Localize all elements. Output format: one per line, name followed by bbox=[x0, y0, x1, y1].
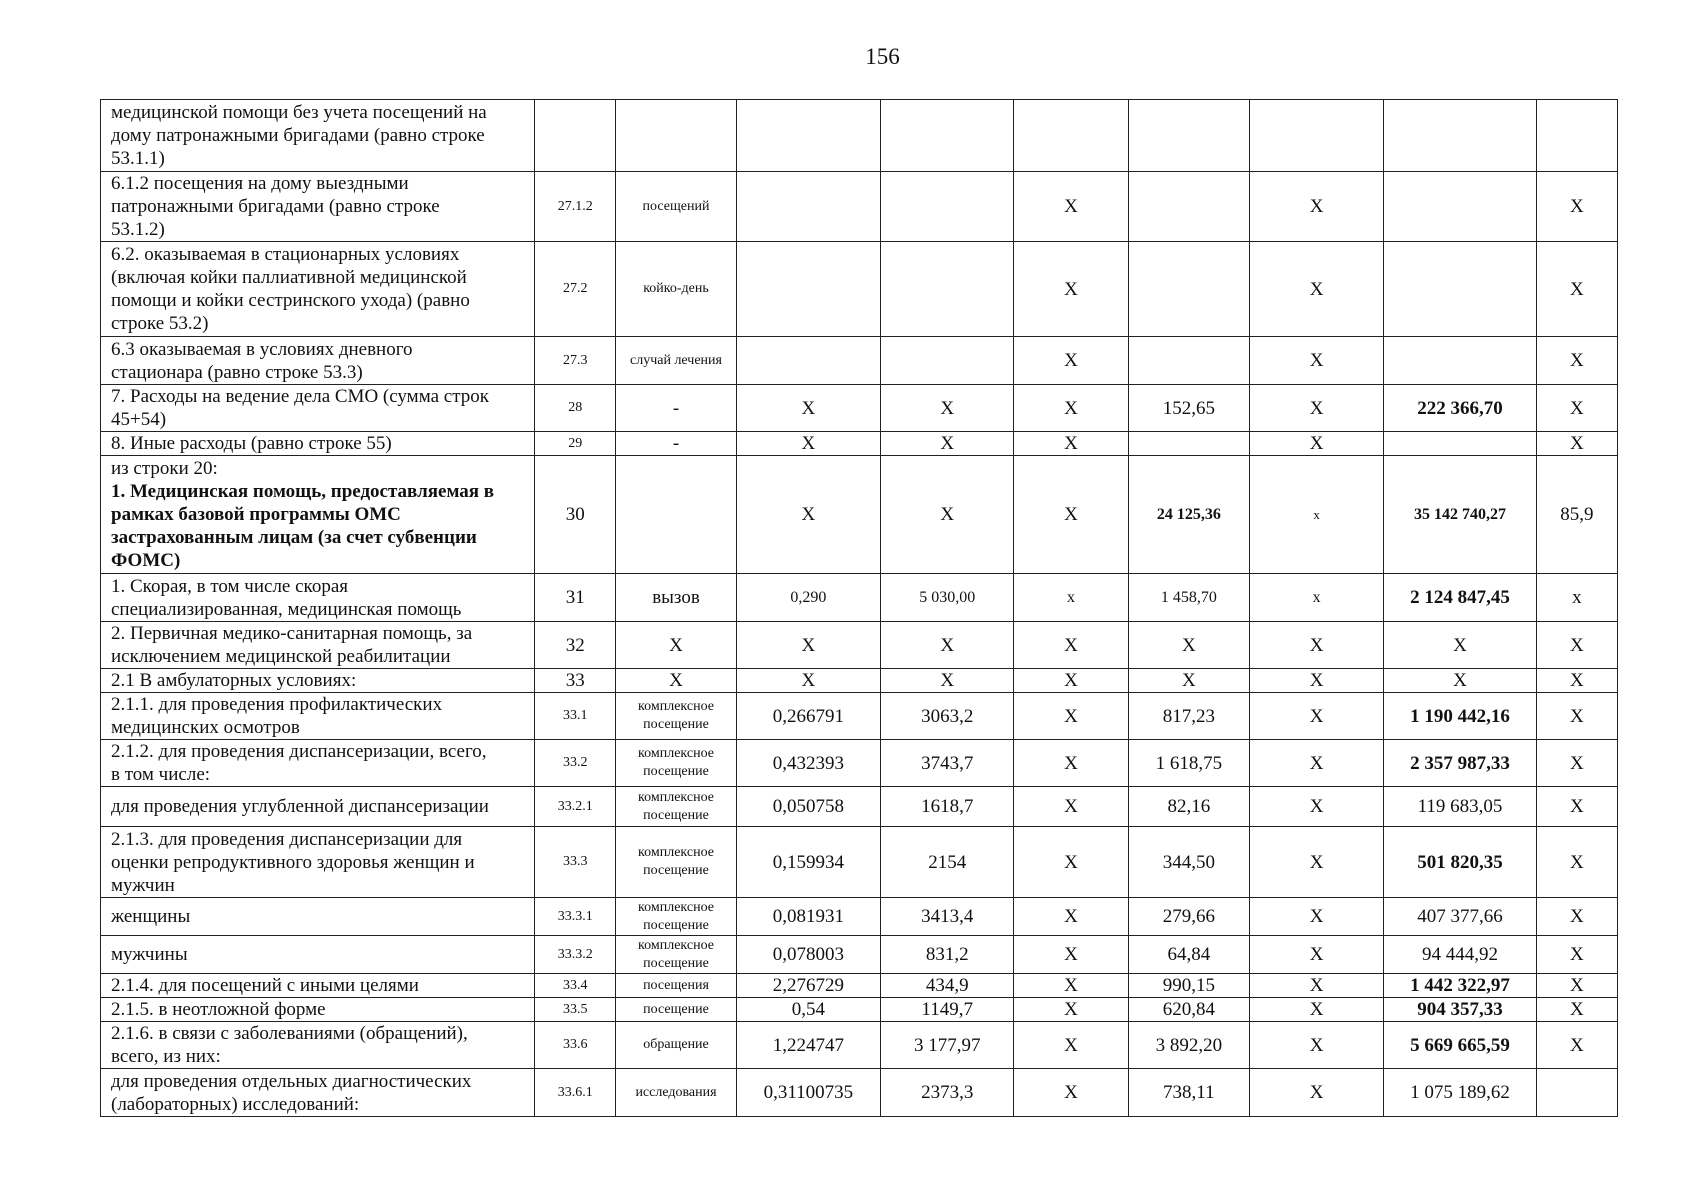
cell-percent: Х bbox=[1536, 432, 1617, 456]
cell-cost-norm: Х bbox=[881, 456, 1014, 574]
cell-total-budget: Х bbox=[1249, 669, 1383, 693]
table-row bbox=[101, 1069, 1618, 1117]
cell-cost-norm: Х bbox=[881, 622, 1014, 669]
cell-unit: посещения bbox=[616, 974, 736, 998]
cell-per-capita-budget: Х bbox=[1014, 693, 1128, 740]
cell-cost-norm: 5 030,00 bbox=[881, 574, 1014, 622]
cell-percent: Х bbox=[1536, 998, 1617, 1022]
row-name bbox=[101, 787, 535, 827]
table-row bbox=[101, 998, 1618, 1022]
cell-per-capita-oms: 64,84 bbox=[1128, 936, 1249, 974]
cell-percent: Х bbox=[1536, 936, 1617, 974]
cell-total-budget: Х bbox=[1249, 242, 1383, 337]
cell-unit bbox=[616, 100, 736, 172]
cell-per-capita-oms: 82,16 bbox=[1128, 787, 1249, 827]
cell-unit: комплексное посещение bbox=[616, 740, 736, 787]
cell-per-capita-oms: 817,23 bbox=[1128, 693, 1249, 740]
table-row bbox=[101, 669, 1618, 693]
cell-total-oms: 2 357 987,33 bbox=[1384, 740, 1536, 787]
cell-percent: Х bbox=[1536, 974, 1617, 998]
row-name-line: 6.2. оказываемая в стационарных условиях bbox=[111, 244, 460, 265]
cell-unit: - bbox=[616, 385, 736, 432]
row-name-line: строке 53.2) bbox=[111, 313, 209, 334]
cell-per-capita-budget: Х bbox=[1014, 787, 1128, 827]
cell-unit: комплексное посещение bbox=[616, 787, 736, 827]
cell-unit: исследования bbox=[616, 1069, 736, 1117]
row-name bbox=[101, 456, 535, 574]
cell-total-budget: Х bbox=[1249, 432, 1383, 456]
row-name bbox=[101, 1069, 535, 1117]
cell-row-code: 28 bbox=[535, 385, 616, 432]
row-name-line: 8. Иные расходы (равно строке 55) bbox=[111, 433, 392, 454]
cell-unit: комплексное посещение bbox=[616, 693, 736, 740]
cell-per-capita-oms bbox=[1128, 172, 1249, 242]
row-name-line: 2.1 В амбулаторных условиях: bbox=[111, 670, 357, 691]
cell-volume-norm: 0,290 bbox=[736, 574, 880, 622]
row-name-line: мужчин bbox=[111, 874, 175, 896]
cell-unit: посещение bbox=[616, 998, 736, 1022]
cell-per-capita-oms bbox=[1128, 242, 1249, 337]
row-name-line: 6.1.2 посещения на дому выездными bbox=[111, 173, 409, 194]
table-row bbox=[101, 974, 1618, 998]
cell-per-capita-budget: Х bbox=[1014, 1022, 1128, 1069]
row-name bbox=[101, 432, 535, 456]
cell-unit: комплексное посещение bbox=[616, 936, 736, 974]
cell-cost-norm bbox=[881, 100, 1014, 172]
cell-per-capita-oms bbox=[1128, 100, 1249, 172]
table-row bbox=[101, 385, 1618, 432]
data-table bbox=[100, 99, 1618, 1117]
row-name-line: медицинских осмотров bbox=[111, 717, 300, 738]
cell-total-budget: Х bbox=[1249, 936, 1383, 974]
cell-total-oms: 5 669 665,59 bbox=[1384, 1022, 1536, 1069]
cell-per-capita-budget: Х bbox=[1014, 337, 1128, 385]
cell-total-budget: Х bbox=[1249, 898, 1383, 936]
cell-row-code: 27.2 bbox=[535, 242, 616, 337]
cell-total-oms: Х bbox=[1384, 622, 1536, 669]
cell-per-capita-budget: Х bbox=[1014, 936, 1128, 974]
row-name bbox=[101, 242, 535, 337]
cell-volume-norm: Х bbox=[736, 385, 880, 432]
cell-total-budget: Х bbox=[1249, 998, 1383, 1022]
cell-total-budget: Х bbox=[1249, 622, 1383, 669]
cell-per-capita-oms: 279,66 bbox=[1128, 898, 1249, 936]
row-name-line: оценки репродуктивного здоровья женщин и bbox=[111, 851, 475, 873]
cell-per-capita-oms: 738,11 bbox=[1128, 1069, 1249, 1117]
cell-percent: Х bbox=[1536, 337, 1617, 385]
cell-total-budget: Х bbox=[1249, 337, 1383, 385]
cell-percent: Х bbox=[1536, 693, 1617, 740]
cell-per-capita-oms: 24 125,36 bbox=[1128, 456, 1249, 574]
cell-row-code: 31 bbox=[535, 574, 616, 622]
cell-cost-norm bbox=[881, 242, 1014, 337]
cell-cost-norm: Х bbox=[881, 432, 1014, 456]
cell-row-code: 30 bbox=[535, 456, 616, 574]
row-name-line: патронажными бригадами (равно строке bbox=[111, 196, 440, 217]
row-name-line: (включая койки паллиативной медицинской bbox=[111, 267, 467, 288]
cell-per-capita-budget: Х bbox=[1014, 622, 1128, 669]
cell-cost-norm: Х bbox=[881, 385, 1014, 432]
table-row bbox=[101, 574, 1618, 622]
cell-volume-norm: 0,078003 bbox=[736, 936, 880, 974]
cell-unit bbox=[616, 456, 736, 574]
row-name-line: 2.1.4. для посещений с иными целями bbox=[111, 975, 419, 996]
cell-volume-norm: 0,31100735 bbox=[736, 1069, 880, 1117]
cell-per-capita-oms: Х bbox=[1128, 669, 1249, 693]
cell-volume-norm bbox=[736, 172, 880, 242]
cell-cost-norm: 3063,2 bbox=[881, 693, 1014, 740]
cell-cost-norm: Х bbox=[881, 669, 1014, 693]
cell-per-capita-budget: Х bbox=[1014, 456, 1128, 574]
row-name-line: 53.1.1) bbox=[111, 148, 165, 169]
cell-row-code: 33.3.2 bbox=[535, 936, 616, 974]
row-name-line: из строки 20: bbox=[111, 458, 218, 479]
cell-row-code: 33.3 bbox=[535, 827, 616, 898]
cell-volume-norm: Х bbox=[736, 432, 880, 456]
cell-percent: Х bbox=[1536, 242, 1617, 337]
row-name-line: помощи и койки сестринского ухода) (равно bbox=[111, 290, 470, 311]
table-row bbox=[101, 242, 1618, 337]
cell-volume-norm: 0,159934 bbox=[736, 827, 880, 898]
row-name bbox=[101, 740, 535, 787]
cell-unit: посещений bbox=[616, 172, 736, 242]
cell-total-oms: 1 190 442,16 bbox=[1384, 693, 1536, 740]
row-name bbox=[101, 827, 535, 898]
cell-per-capita-oms: 990,15 bbox=[1128, 974, 1249, 998]
table-row bbox=[101, 787, 1618, 827]
cell-total-budget: Х bbox=[1249, 385, 1383, 432]
cell-total-oms: Х bbox=[1384, 669, 1536, 693]
cell-total-oms: 94 444,92 bbox=[1384, 936, 1536, 974]
cell-total-oms bbox=[1384, 100, 1536, 172]
cell-percent: Х bbox=[1536, 669, 1617, 693]
table-row bbox=[101, 172, 1618, 242]
cell-cost-norm: 3743,7 bbox=[881, 740, 1014, 787]
cell-row-code: 33.6 bbox=[535, 1022, 616, 1069]
cell-total-budget: Х bbox=[1249, 974, 1383, 998]
table-row bbox=[101, 100, 1618, 172]
row-name-line: всего, из них: bbox=[111, 1046, 221, 1067]
row-name bbox=[101, 693, 535, 740]
cell-total-oms bbox=[1384, 337, 1536, 385]
cell-row-code: 32 bbox=[535, 622, 616, 669]
row-name-line: мужчины bbox=[111, 944, 188, 965]
row-name-line: исключением медицинской реабилитации bbox=[111, 646, 451, 667]
cell-total-oms: 407 377,66 bbox=[1384, 898, 1536, 936]
cell-total-budget: х bbox=[1249, 574, 1383, 622]
cell-per-capita-oms: 344,50 bbox=[1128, 827, 1249, 898]
row-name bbox=[101, 974, 535, 998]
cell-total-oms: 501 820,35 bbox=[1384, 827, 1536, 898]
cell-volume-norm bbox=[736, 242, 880, 337]
cell-unit: обращение bbox=[616, 1022, 736, 1069]
row-name-line: 53.1.2) bbox=[111, 219, 165, 240]
cell-row-code: 33.5 bbox=[535, 998, 616, 1022]
cell-per-capita-budget: Х bbox=[1014, 1069, 1128, 1117]
cell-cost-norm: 2154 bbox=[881, 827, 1014, 898]
cell-percent: Х bbox=[1536, 827, 1617, 898]
table-body bbox=[101, 100, 1618, 1117]
cell-unit: койко-день bbox=[616, 242, 736, 337]
row-name-line: 2.1.3. для проведения диспансеризации для bbox=[111, 828, 463, 850]
cell-per-capita-budget: Х bbox=[1014, 385, 1128, 432]
row-name-line: медицинской помощи без учета посещений на bbox=[111, 102, 487, 123]
table-row bbox=[101, 622, 1618, 669]
cell-total-oms: 2 124 847,45 bbox=[1384, 574, 1536, 622]
cell-total-budget: Х bbox=[1249, 1022, 1383, 1069]
table-row bbox=[101, 337, 1618, 385]
cell-cost-norm: 3 177,97 bbox=[881, 1022, 1014, 1069]
page-number: 156 bbox=[865, 44, 900, 69]
cell-volume-norm bbox=[736, 100, 880, 172]
cell-per-capita-oms: 1 618,75 bbox=[1128, 740, 1249, 787]
row-name bbox=[101, 622, 535, 669]
row-name bbox=[101, 898, 535, 936]
cell-total-oms: 1 075 189,62 bbox=[1384, 1069, 1536, 1117]
cell-total-budget: Х bbox=[1249, 1069, 1383, 1117]
table-row bbox=[101, 936, 1618, 974]
cell-per-capita-oms: 3 892,20 bbox=[1128, 1022, 1249, 1069]
cell-total-oms: 35 142 740,27 bbox=[1384, 456, 1536, 574]
row-name-line: 6.3 оказываемая в условиях дневного bbox=[111, 338, 413, 360]
cell-volume-norm: Х bbox=[736, 456, 880, 574]
row-name-line: 7. Расходы на ведение дела СМО (сумма строк bbox=[111, 386, 489, 407]
table-row bbox=[101, 898, 1618, 936]
row-name-line: 2. Первичная медико-санитарная помощь, за bbox=[111, 623, 473, 644]
cell-per-capita-budget: Х bbox=[1014, 974, 1128, 998]
row-name-line: дому патронажными бригадами (равно строке bbox=[111, 125, 485, 146]
cell-percent: Х bbox=[1536, 1022, 1617, 1069]
cell-cost-norm: 1149,7 bbox=[881, 998, 1014, 1022]
cell-cost-norm: 2373,3 bbox=[881, 1069, 1014, 1117]
cell-per-capita-oms: 1 458,70 bbox=[1128, 574, 1249, 622]
cell-percent bbox=[1536, 100, 1617, 172]
cell-row-code: 33.2 bbox=[535, 740, 616, 787]
cell-percent: Х bbox=[1536, 385, 1617, 432]
cell-unit: комплексное посещение bbox=[616, 827, 736, 898]
table-row bbox=[101, 693, 1618, 740]
cell-volume-norm bbox=[736, 337, 880, 385]
row-name-bold-line: ФОМС) bbox=[111, 550, 181, 571]
cell-percent: х bbox=[1536, 574, 1617, 622]
cell-unit: комплексное посещение bbox=[616, 898, 736, 936]
row-name bbox=[101, 385, 535, 432]
cell-per-capita-budget: Х bbox=[1014, 740, 1128, 787]
cell-total-oms: 904 357,33 bbox=[1384, 998, 1536, 1022]
cell-total-budget: Х bbox=[1249, 693, 1383, 740]
cell-per-capita-budget: х bbox=[1014, 574, 1128, 622]
row-name-line: (лабораторных) исследований: bbox=[111, 1093, 360, 1115]
row-name bbox=[101, 172, 535, 242]
row-name bbox=[101, 1022, 535, 1069]
cell-volume-norm: 1,224747 bbox=[736, 1022, 880, 1069]
cell-per-capita-oms: Х bbox=[1128, 622, 1249, 669]
cell-volume-norm: 0,432393 bbox=[736, 740, 880, 787]
cell-per-capita-budget bbox=[1014, 100, 1128, 172]
row-name-line: 2.1.6. в связи с заболеваниями (обращений), bbox=[111, 1023, 468, 1044]
row-name-line: 45+54) bbox=[111, 409, 167, 430]
table-row bbox=[101, 1022, 1618, 1069]
table-row bbox=[101, 456, 1618, 574]
cell-percent: Х bbox=[1536, 740, 1617, 787]
cell-total-budget: Х bbox=[1249, 172, 1383, 242]
cell-per-capita-oms: 152,65 bbox=[1128, 385, 1249, 432]
cell-row-code: 33.3.1 bbox=[535, 898, 616, 936]
row-name bbox=[101, 936, 535, 974]
cell-volume-norm: 0,050758 bbox=[736, 787, 880, 827]
cell-row-code: 33.1 bbox=[535, 693, 616, 740]
cell-per-capita-oms bbox=[1128, 432, 1249, 456]
cell-cost-norm bbox=[881, 172, 1014, 242]
cell-volume-norm: Х bbox=[736, 622, 880, 669]
cell-volume-norm: 0,266791 bbox=[736, 693, 880, 740]
cell-per-capita-budget: Х bbox=[1014, 998, 1128, 1022]
cell-cost-norm: 831,2 bbox=[881, 936, 1014, 974]
cell-percent: Х bbox=[1536, 898, 1617, 936]
cell-unit: - bbox=[616, 432, 736, 456]
row-name-bold-line: 1. Медицинская помощь, предоставляемая в bbox=[111, 481, 495, 502]
cell-per-capita-budget: Х bbox=[1014, 827, 1128, 898]
row-name bbox=[101, 574, 535, 622]
cell-per-capita-oms bbox=[1128, 337, 1249, 385]
cell-total-oms: 1 442 322,97 bbox=[1384, 974, 1536, 998]
cell-total-oms bbox=[1384, 242, 1536, 337]
cell-per-capita-budget: Х bbox=[1014, 432, 1128, 456]
cell-total-budget: Х bbox=[1249, 740, 1383, 787]
cell-per-capita-budget: Х bbox=[1014, 898, 1128, 936]
row-name-line: стационара (равно строке 53.3) bbox=[111, 361, 363, 383]
cell-row-code: 29 bbox=[535, 432, 616, 456]
cell-row-code: 27.1.2 bbox=[535, 172, 616, 242]
cell-row-code: 33.4 bbox=[535, 974, 616, 998]
cell-percent: 85,9 bbox=[1536, 456, 1617, 574]
cell-row-code bbox=[535, 100, 616, 172]
cell-cost-norm: 434,9 bbox=[881, 974, 1014, 998]
cell-unit: случай лечения bbox=[616, 337, 736, 385]
cell-percent: Х bbox=[1536, 622, 1617, 669]
cell-unit: вызов bbox=[616, 574, 736, 622]
cell-per-capita-budget: Х bbox=[1014, 242, 1128, 337]
row-name-line: в том числе: bbox=[111, 764, 211, 785]
cell-volume-norm: 2,276729 bbox=[736, 974, 880, 998]
cell-cost-norm: 1618,7 bbox=[881, 787, 1014, 827]
row-name bbox=[101, 998, 535, 1022]
row-name-bold-line: застрахованным лицам (за счет субвенции bbox=[111, 527, 477, 548]
cell-row-code: 33.2.1 bbox=[535, 787, 616, 827]
cell-row-code: 27.3 bbox=[535, 337, 616, 385]
row-name-line: 2.1.5. в неотложной форме bbox=[111, 999, 326, 1020]
row-name-line: 2.1.2. для проведения диспансеризации, всего, bbox=[111, 741, 487, 762]
cell-per-capita-budget: Х bbox=[1014, 669, 1128, 693]
cell-percent: Х bbox=[1536, 787, 1617, 827]
cell-total-oms: 222 366,70 bbox=[1384, 385, 1536, 432]
cell-per-capita-budget: Х bbox=[1014, 172, 1128, 242]
row-name-line: для проведения углубленной диспансеризации bbox=[111, 796, 489, 817]
cell-volume-norm: 0,081931 bbox=[736, 898, 880, 936]
cell-total-budget: Х bbox=[1249, 827, 1383, 898]
row-name bbox=[101, 100, 535, 172]
cell-unit: Х bbox=[616, 669, 736, 693]
table-row bbox=[101, 740, 1618, 787]
cell-cost-norm bbox=[881, 337, 1014, 385]
row-name bbox=[101, 337, 535, 385]
cell-cost-norm: 3413,4 bbox=[881, 898, 1014, 936]
row-name-line: 2.1.1. для проведения профилактических bbox=[111, 694, 443, 715]
table-row bbox=[101, 827, 1618, 898]
cell-row-code: 33 bbox=[535, 669, 616, 693]
cell-total-oms: 119 683,05 bbox=[1384, 787, 1536, 827]
cell-volume-norm: Х bbox=[736, 669, 880, 693]
row-name-line: 1. Скорая, в том числе скорая bbox=[111, 575, 348, 597]
cell-total-budget: Х bbox=[1249, 787, 1383, 827]
cell-unit: Х bbox=[616, 622, 736, 669]
cell-total-budget bbox=[1249, 100, 1383, 172]
cell-percent bbox=[1536, 1069, 1617, 1117]
row-name-line: для проведения отдельных диагностических bbox=[111, 1070, 472, 1092]
cell-percent: Х bbox=[1536, 172, 1617, 242]
table-row bbox=[101, 432, 1618, 456]
cell-total-oms bbox=[1384, 172, 1536, 242]
cell-row-code: 33.6.1 bbox=[535, 1069, 616, 1117]
cell-volume-norm: 0,54 bbox=[736, 998, 880, 1022]
cell-per-capita-oms: 620,84 bbox=[1128, 998, 1249, 1022]
cell-total-oms bbox=[1384, 432, 1536, 456]
row-name bbox=[101, 669, 535, 693]
row-name-line: специализированная, медицинская помощь bbox=[111, 598, 462, 620]
cell-total-budget: х bbox=[1249, 456, 1383, 574]
row-name-line: женщины bbox=[111, 906, 191, 927]
row-name-bold-line: рамках базовой программы ОМС bbox=[111, 504, 401, 525]
